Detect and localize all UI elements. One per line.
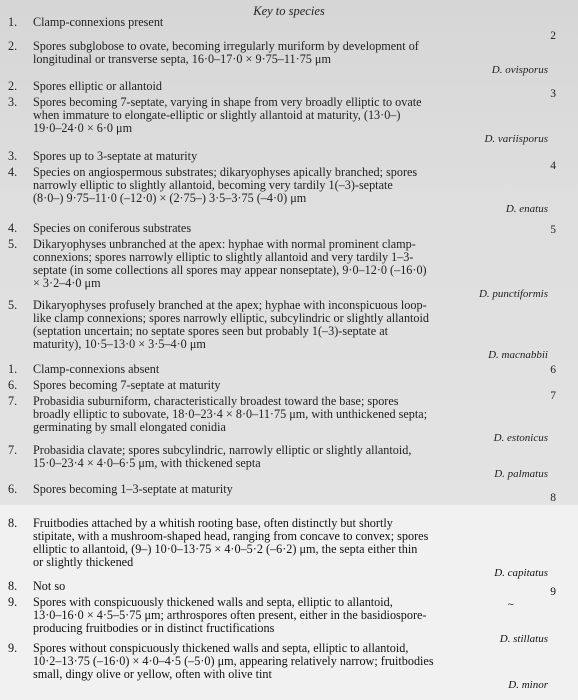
entry-line: Spores subglobose to ovate, becoming irregularly muriform by development of [33, 39, 419, 53]
entry-line: producing fruitbodies or in distinct fructifications [33, 621, 275, 635]
entry-line: (8·0–) 9·75–11·0 (–12·0) × (2·75–) 3·5–3·75 (–4·0) μm [33, 191, 307, 205]
entry-text [33, 40, 555, 66]
species-name: D. enatus [505, 203, 548, 215]
entry-line: or slightly thickened [33, 555, 134, 569]
entry-number: 6. [8, 482, 18, 496]
entry-text [33, 96, 555, 135]
entry-text [33, 222, 555, 235]
entry-line: longitudinal or transverse septa, 16·0–17·0 × 9·75–11·75 μm [33, 52, 331, 66]
entry-number: 6. [8, 378, 18, 392]
entry-line: Spores without conspicuously thickened walls and septa, elliptic to allantoid, [33, 641, 409, 655]
entry-number: 1. [8, 15, 18, 29]
lead-number: 5 [550, 224, 556, 236]
entry-line: broadly elliptic to subovate, 18·0–23·4 × 8·0–11·75 μm, with unthickened septa; [33, 407, 428, 421]
species-name: D. variisporus [484, 133, 548, 145]
entry-line: maturity), 10·5–13·0 × 3·5–4·0 μm [33, 337, 206, 351]
entry-text [33, 80, 555, 93]
entry-text [33, 150, 555, 163]
entry-line: Spores becoming 7-septate, varying in shape from very broadly elliptic to ovate [33, 95, 422, 109]
entry-text [33, 238, 555, 290]
entry-line: Dikaryophyses unbranched at the apex: hyphae with normal prominent clamp- [33, 237, 416, 251]
entry-text [33, 299, 555, 351]
entry-number: 7. [8, 394, 18, 408]
species-name: D. estonicus [493, 432, 548, 444]
entry-number: 3. [8, 95, 18, 109]
lead-number: 3 [550, 88, 556, 100]
species-name: D. ovisporus [491, 64, 548, 76]
entry-text [33, 395, 555, 434]
entry-number: 4. [8, 221, 18, 235]
entry-line: Spores elliptic or allantoid [33, 79, 162, 93]
entry-text [33, 642, 555, 681]
entry-line: Clamp-connexions present [33, 15, 164, 29]
entry-line: germinating by small elongated conidia [33, 420, 226, 434]
entry-line: stipitate, with a mushroom-shaped head, ranging from concave to convex; spores [33, 529, 429, 543]
entry-number: 7. [8, 443, 18, 457]
handwritten-annotation: ~ [507, 600, 515, 610]
entry-number: 2. [8, 79, 18, 93]
entry-number: 2. [8, 39, 18, 53]
entry-number: 8. [8, 516, 18, 530]
entry-line: septate (in some collections all spores may appear nonseptate), 9·0–12·0 (–16·0) [33, 263, 427, 277]
entry-number: 8. [8, 579, 18, 593]
lead-number: 9 [550, 586, 556, 598]
entry-line: Spores up to 3-septate at maturity [33, 149, 198, 163]
entry-line: like clamp connexions; spores narrowly elliptic, subcylindric or slightly allantoid [33, 311, 430, 325]
entry-line: × 3·2–4·0 μm [33, 276, 101, 290]
entry-line: Spores becoming 1–3-septate at maturity [33, 482, 233, 496]
entry-line: Clamp-connexions absent [33, 362, 160, 376]
entry-line: when immature to elongate-elliptic or slightly allantoid at maturity, (13·0–) [33, 108, 401, 122]
entry-line: Not so [33, 579, 66, 593]
species-name: D. macnabbii [488, 349, 548, 361]
entry-number: 5. [8, 298, 18, 312]
entry-line: 10·2–13·75 (–16·0) × 4·0–4·5 (–5·0) μm, appearing relatively narrow; fruitbodies [33, 654, 434, 668]
entry-number: 9. [8, 641, 18, 655]
entry-line: 15·0–23·4 × 4·0–6·5 μm, with thickened septa [33, 456, 261, 470]
species-name: D. palmatus [494, 468, 548, 480]
entry-line: Species on coniferous substrates [33, 221, 192, 235]
entry-text [33, 444, 555, 470]
entry-line: Spores with conspicuously thickened walls and septa, elliptic to allantoid, [33, 595, 393, 609]
entry-number: 1. [8, 362, 18, 376]
species-name: D. capitatus [494, 567, 548, 579]
entry-line: Probasidia suburniform, characteristically broadest toward the base; spores [33, 394, 399, 408]
entry-number: 5. [8, 237, 18, 251]
lead-number: 2 [550, 30, 556, 42]
entry-line: elliptic to allantoid, (9–) 10·0–13·75 × 4·0–5·2 (–6·2) μm, the septa either thin [33, 542, 418, 556]
species-name: D. minor [508, 679, 548, 691]
lead-number: 7 [550, 390, 556, 402]
entry-line: narrowly elliptic to slightly allantoid, becoming very tardily 1(–3)-septate [33, 178, 393, 192]
lead-number: 6 [550, 364, 556, 376]
entry-line: Dikaryophyses profusely branched at the apex; hyphae with inconspicuous loop- [33, 298, 427, 312]
lead-number: 8 [550, 492, 556, 504]
entry-number: 4. [8, 165, 18, 179]
entry-line: Spores becoming 7-septate at maturity [33, 378, 221, 392]
entry-line: Probasidia clavate; spores subcylindric, narrowly elliptic or slightly allantoid, [33, 443, 412, 457]
entry-text [33, 580, 555, 593]
entry-number: 3. [8, 149, 18, 163]
entry-text [33, 483, 555, 496]
entry-line: small, dingy olive or yellow, often with olive tint [33, 667, 272, 681]
page-title: Key to species [253, 4, 325, 18]
species-name: D. stillatus [499, 633, 548, 645]
entry-text [33, 379, 555, 392]
entry-line: Species on angiospermous substrates; dikaryophyses apically branched; spores [33, 165, 418, 179]
entry-line: (septation uncertain; no septate spores seen but probably 1(–3)-septate at [33, 324, 389, 338]
entry-line: Fruitbodies attached by a whitish rooting base, often distinctly but shortly [33, 516, 393, 530]
species-name: D. punctiformis [478, 288, 548, 300]
entry-text [33, 517, 555, 569]
entry-line: 19·0–24·0 × 6·0 μm [33, 121, 133, 135]
entry-text [33, 596, 555, 635]
lead-number: 4 [550, 160, 556, 172]
entry-text [33, 166, 555, 205]
entry-text [33, 363, 555, 376]
entry-number: 9. [8, 595, 18, 609]
entry-line: 13·0–16·0 × 4·5–5·75 μm; arthrospores often present, either in the basidiospore- [33, 608, 427, 622]
entry-line: connexions; spores narrowly elliptic to slightly allantoid and very tardily 1–3- [33, 250, 414, 264]
entry-text [33, 16, 555, 29]
